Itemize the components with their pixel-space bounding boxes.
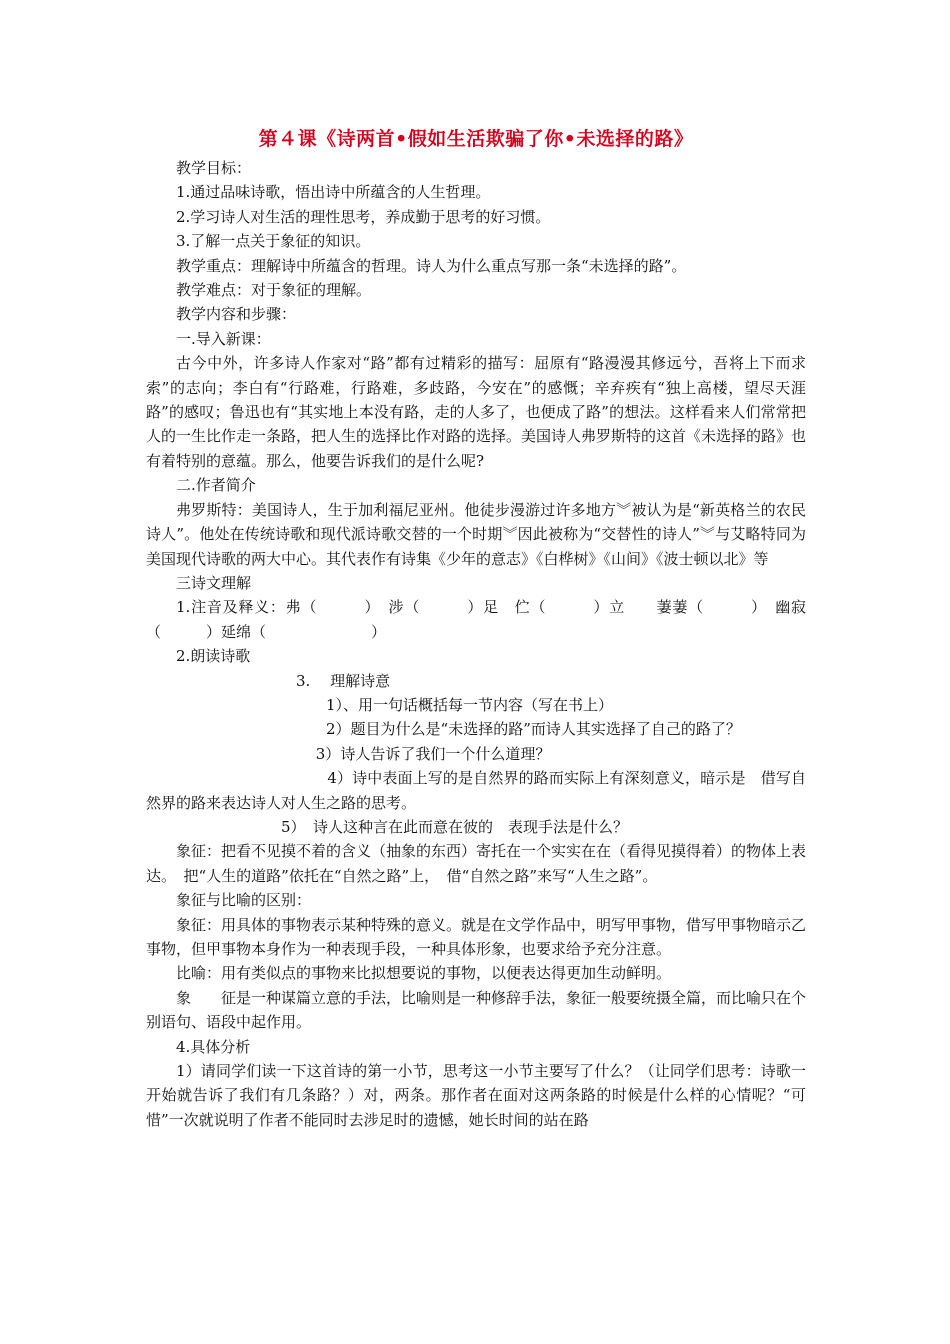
paragraph: 2.朗读诗歌	[176, 647, 251, 666]
paragraph: 3）诗人告诉了我们一个什么道理？	[176, 744, 551, 763]
paragraph: 教学目标：	[176, 159, 252, 177]
paragraph: 弗罗斯特：美国诗人，生于加利福尼亚州。他徒步漫游过许多地方︾被认为是“新英格兰的农民诗人”。他处在传统诗歌和现代派诗歌交替的一个时期︾因此被称为“交替性的诗人”︾与艾略特同为美国现代诗歌的两大中心。其代表作有诗集《少年的意志》《白桦树》《山间》《波士顿以北》等	[146, 500, 806, 568]
paragraph: 教学内容和步骤：	[176, 305, 297, 324]
paragraph: 象征：把看不见摸不着的含义（抽象的东西）寄托在一个实实在在（看得见摸得着）的物体上表达。 把“人生的道路”依托在“自然之路”上， 借“自然之路”来写“人生之路”。	[146, 842, 807, 885]
paragraph: 1）、用一句话概括每一节内容（写在书上）	[176, 695, 614, 714]
paragraph: 古今中外，许多诗人作家对“路”都有过精彩的描写：屈原有“路漫漫其修远兮，吾将上下而求索”的志向；李白有“行路难，行路难，多歧路，今安在”的感慨；辛弃疾有“独上高楼，望尽天涯路”的感叹；鲁迅也有“其实地上本没有路，走的人多了，也便成了路”的想法。这样看来人们常常把人的一生比作走一条路，把人生的选择比作对路的选择。美国诗人弗罗斯特的这首《未选择的路》也有着特别的意蕴。那么，他要告诉我们的是什么呢?	[146, 354, 807, 470]
paragraph: 3. 理解诗意	[176, 671, 391, 690]
paragraph: 三诗文理解	[176, 573, 252, 592]
paragraph: 1）请同学们读一下这首诗的第一小节，思考这一小节主要写了什么？（让同学们思考：诗歌一开始就告诉了我们有几条路？）对，两条。那作者在面对这两条路的时候是什么样的心情呢？“可惜”一次就说明了作者不能同时去涉足时的遗憾，她长时间的站在路	[146, 1062, 806, 1129]
paragraph: 象 征是一种谋篇立意的手法，比喻则是一种修辞手法，象征一般要统摄全篇，而比喻只在个别语句、语段中起作用。	[146, 988, 807, 1032]
document-page	[146, 124, 806, 1132]
paragraph: 2.学习诗人对生活的理性思考，养成勤于思考的好习惯。	[176, 207, 551, 226]
paragraph: 教学难点：对于象征的理解。	[176, 281, 372, 300]
paragraph: 1.通过品味诗歌，悟出诗中所蕴含的人生哲理。	[176, 183, 491, 202]
paragraph: 教学重点：理解诗中所蕴含的哲理。诗人为什么重点写那一条“未选择的路”。	[176, 256, 687, 275]
paragraph: 象征：用具体的事物表示某种特殊的意义。就是在文学作品中，明写甲事物，借写甲事物暗示乙事物，但甲事物本身作为一种表现手段，一种具体形象，也要求给予充分注意。	[146, 915, 807, 958]
paragraph: 4.具体分析	[176, 1037, 251, 1056]
paragraph: 3.了解一点关于象征的知识。	[176, 232, 371, 251]
paragraph: 象征与比喻的区别：	[176, 891, 312, 910]
document-body	[146, 156, 806, 1132]
paragraph: 1.注音及释义：弗（ ） 涉（ ）足 伫（ ）立 萋萋（ ） 幽寂（ ）延绵（ ）	[146, 598, 806, 641]
paragraph: 二.作者简介	[176, 476, 256, 495]
paragraph: 4）诗中表面上写的是自然界的路而实际上有深刻意义，暗示是 借写自然界的路来表达诗人对人生之路的思考。	[146, 769, 806, 812]
paragraph: 5） 诗人这种言在此而意在彼的 表现手法是什么？	[176, 817, 629, 836]
paragraph: 2）题目为什么是“未选择的路”而诗人其实选择了自己的路了？	[176, 720, 741, 739]
paragraph: 比喻：用有类似点的事物来比拟想要说的事物，以便表达得更加生动鲜明。	[176, 964, 672, 983]
paragraph: 一.导入新课：	[176, 329, 271, 348]
document-title: 第４课《诗两首•假如生活欺骗了你•未选择的路》	[258, 128, 694, 150]
